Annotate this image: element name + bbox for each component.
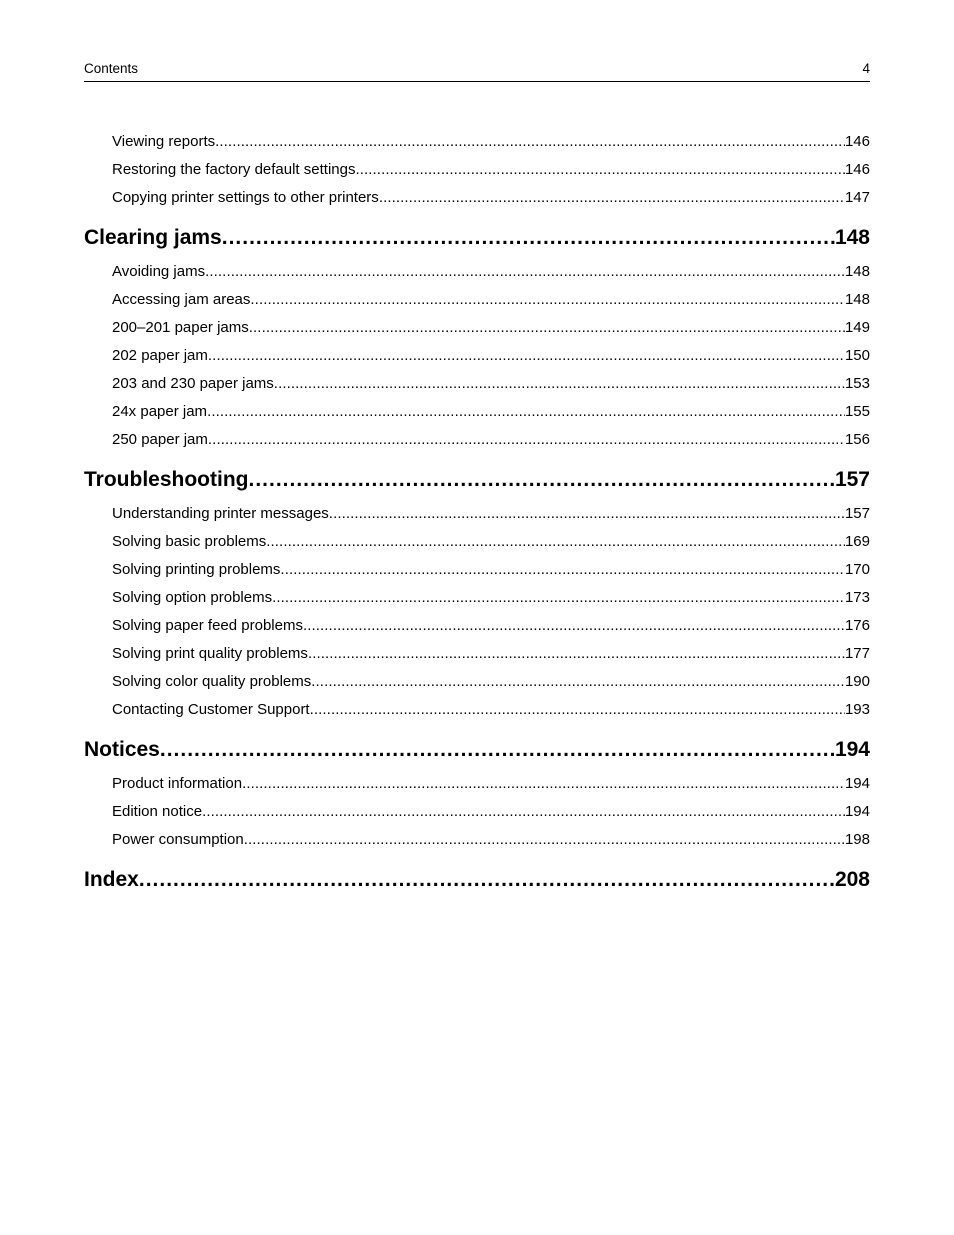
toc-entry-label: Understanding printer messages: [112, 505, 329, 522]
toc-entry-page: 148: [844, 263, 870, 280]
toc-entry-label: 203 and 230 paper jams: [112, 375, 274, 392]
toc-entry-label: 200–201 paper jams: [112, 319, 249, 336]
toc-entry-solving-paper-feed-problems[interactable]: [84, 612, 870, 640]
toc-dot-leader: [311, 668, 845, 696]
toc-chapter-notices[interactable]: [84, 733, 870, 767]
toc-dot-leader: [202, 798, 845, 826]
toc-entry-page: 153: [844, 375, 870, 392]
toc-entry-page: 190: [844, 673, 870, 690]
toc-entry-24x-paper-jam[interactable]: [84, 398, 870, 426]
toc-entry-page: 156: [844, 431, 870, 448]
toc-entry-label: Contacting Customer Support: [112, 701, 310, 718]
page-header: [84, 60, 870, 82]
toc-entry-page: 146: [844, 133, 870, 150]
toc-entry-label: Solving printing problems: [112, 561, 281, 578]
toc-entry-page: 147: [844, 189, 870, 206]
toc-entry-contacting-customer-support[interactable]: [84, 696, 870, 724]
toc-chapter-page: 157: [834, 468, 870, 491]
toc-entry-label: 202 paper jam: [112, 347, 208, 364]
toc-dot-leader: [355, 156, 845, 184]
toc-entry-page: 198: [844, 831, 870, 848]
table-of-contents: [84, 128, 870, 900]
toc-entry-page: 193: [844, 701, 870, 718]
toc-entry-label: 250 paper jam: [112, 431, 208, 448]
toc-dot-leader: [250, 286, 845, 314]
toc-entry-200-201-paper-jams[interactable]: [84, 314, 870, 342]
toc-chapter-clearing-jams[interactable]: [84, 221, 870, 255]
toc-dot-leader: [208, 426, 845, 454]
toc-entry-page: 150: [844, 347, 870, 364]
toc-entry-page: 194: [844, 803, 870, 820]
toc-entry-202-paper-jam[interactable]: [84, 342, 870, 370]
toc-entry-label: Restoring the factory default settings: [112, 161, 356, 178]
toc-entry-page: 169: [844, 533, 870, 550]
toc-entry-solving-printing-problems[interactable]: [84, 556, 870, 584]
toc-dot-leader: [379, 184, 845, 212]
header-title: Contents: [84, 61, 139, 76]
toc-dot-leader: [208, 342, 845, 370]
toc-entry-accessing-jam-areas[interactable]: [84, 286, 870, 314]
toc-entry-label: Solving option problems: [112, 589, 273, 606]
toc-dot-leader: [222, 221, 835, 255]
toc-dot-leader: [242, 770, 845, 798]
toc-entry-understanding-printer-messages[interactable]: [84, 500, 870, 528]
toc-entry-label: 24x paper jam: [112, 403, 208, 420]
toc-entry-label: Copying printer settings to other printers: [112, 189, 379, 206]
toc-dot-leader: [205, 258, 845, 286]
toc-entry-label: Avoiding jams: [112, 263, 206, 280]
toc-dot-leader: [249, 314, 845, 342]
toc-dot-leader: [308, 640, 845, 668]
toc-entry-solving-option-problems[interactable]: [84, 584, 870, 612]
toc-entry-page: 176: [844, 617, 870, 634]
toc-chapter-index[interactable]: [84, 863, 870, 897]
toc-chapter-page: 194: [834, 738, 870, 761]
toc-entry-label: Power consumption: [112, 831, 244, 848]
toc-entry-250-paper-jam[interactable]: [84, 426, 870, 454]
toc-entry-label: Solving color quality problems: [112, 673, 312, 690]
toc-entry-label: Product information: [112, 775, 243, 792]
toc-entry-avoiding-jams[interactable]: [84, 258, 870, 286]
toc-entry-product-information[interactable]: [84, 770, 870, 798]
toc-chapter-page: 208: [834, 868, 870, 891]
toc-entry-page: 155: [844, 403, 870, 420]
toc-entry-203-230-paper-jams[interactable]: [84, 370, 870, 398]
toc-chapter-title: Notices: [84, 738, 160, 761]
toc-entry-page: 173: [844, 589, 870, 606]
toc-entry-label: Viewing reports: [112, 133, 216, 150]
toc-entry-restoring-factory-defaults[interactable]: [84, 156, 870, 184]
toc-entry-power-consumption[interactable]: [84, 826, 870, 854]
toc-entry-solving-color-quality-problems[interactable]: [84, 668, 870, 696]
header-page-number: 4: [862, 61, 870, 76]
toc-dot-leader: [248, 463, 834, 497]
toc-chapter-page: 148: [834, 226, 870, 249]
toc-dot-leader: [310, 696, 845, 724]
toc-chapter-title: Index: [84, 868, 139, 891]
toc-entry-label: Solving print quality problems: [112, 645, 308, 662]
toc-entry-page: 157: [844, 505, 870, 522]
toc-chapter-title: Troubleshooting: [84, 468, 249, 491]
toc-entry-label: Edition notice: [112, 803, 203, 820]
toc-dot-leader: [329, 500, 845, 528]
toc-dot-leader: [207, 398, 845, 426]
toc-dot-leader: [139, 863, 835, 897]
toc-dot-leader: [244, 826, 845, 854]
toc-entry-page: 170: [844, 561, 870, 578]
toc-dot-leader: [215, 128, 845, 156]
toc-entry-edition-notice[interactable]: [84, 798, 870, 826]
toc-chapter-troubleshooting[interactable]: [84, 463, 870, 497]
toc-dot-leader: [274, 370, 845, 398]
toc-chapter-title: Clearing jams: [84, 226, 222, 249]
toc-entry-label: Accessing jam areas: [112, 291, 251, 308]
toc-dot-leader: [272, 584, 845, 612]
toc-entry-page: 149: [844, 319, 870, 336]
toc-entry-page: 146: [844, 161, 870, 178]
toc-entry-viewing-reports[interactable]: [84, 128, 870, 156]
toc-entry-page: 194: [844, 775, 870, 792]
toc-dot-leader: [266, 528, 845, 556]
toc-dot-leader: [280, 556, 845, 584]
toc-entry-page: 148: [844, 291, 870, 308]
toc-entry-page: 177: [844, 645, 870, 662]
toc-entry-label: Solving paper feed problems: [112, 617, 303, 634]
toc-entry-solving-print-quality-problems[interactable]: [84, 640, 870, 668]
toc-entry-label: Solving basic problems: [112, 533, 267, 550]
toc-entry-solving-basic-problems[interactable]: [84, 528, 870, 556]
toc-entry-copying-printer-settings[interactable]: [84, 184, 870, 212]
toc-dot-leader: [303, 612, 845, 640]
toc-dot-leader: [160, 733, 835, 767]
